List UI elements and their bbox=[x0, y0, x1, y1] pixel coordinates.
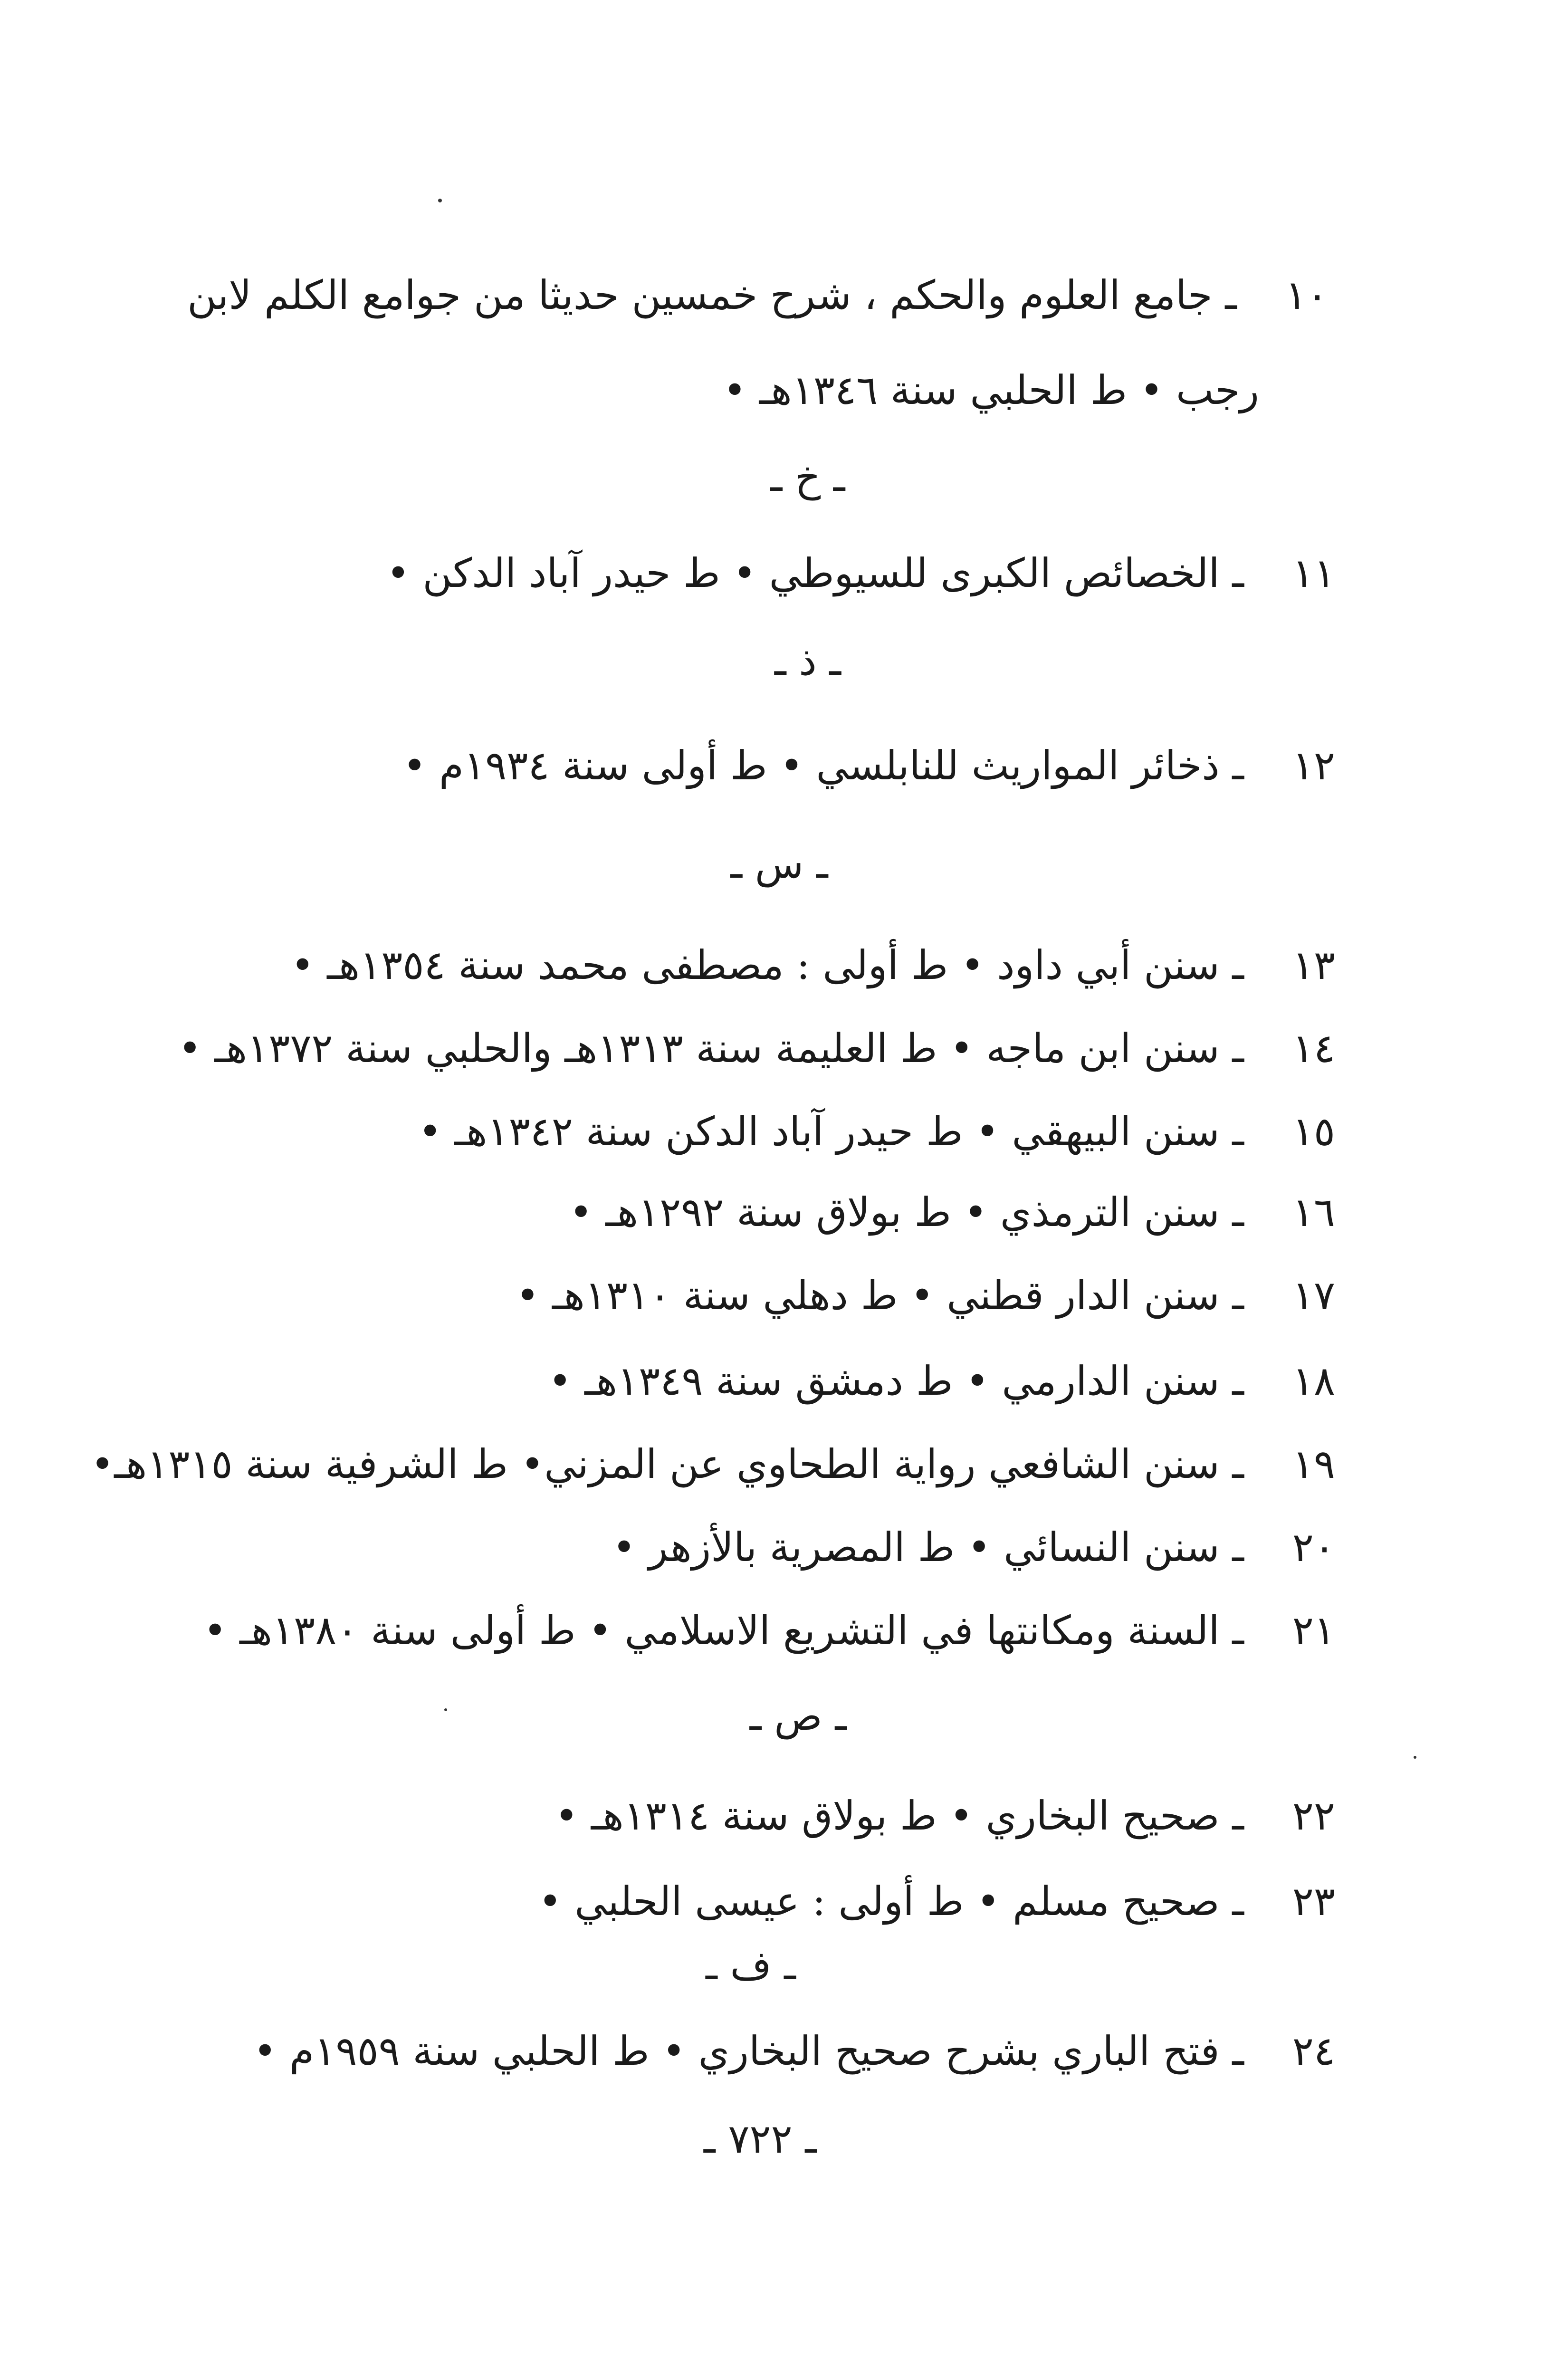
entry-text: ـ جامع العلوم والحكم ، شرح خمسين حديثا من جوامع الكلم لابن bbox=[187, 272, 1237, 318]
entry-text: ـ صحيح مسلم • ط أولى : عيسى الحلبي • bbox=[538, 1878, 1244, 1925]
entry-text: ـ الخصائص الكبرى للسيوطي • ط حيدر آباد الدكن • bbox=[386, 550, 1244, 596]
bibliography-entry bbox=[516, 1274, 1335, 1317]
bibliography-entry bbox=[291, 943, 1335, 987]
section-letter-sad: ـ ص ـ bbox=[749, 1693, 847, 1739]
bibliography-entry bbox=[253, 2029, 1335, 2073]
section-letter-sin: ـ س ـ bbox=[730, 841, 828, 887]
section-letter-kha: ـ خ ـ bbox=[770, 454, 845, 500]
bibliography-entry bbox=[386, 551, 1335, 595]
entry-number: ١١ bbox=[1292, 550, 1335, 596]
entry-number: ١٧ bbox=[1292, 1272, 1335, 1319]
entry-number: ١٥ bbox=[1292, 1108, 1335, 1155]
entry-number: ٢٣ bbox=[1292, 1878, 1335, 1925]
entry-text: ـ سنن أبي داود • ط أولى : مصطفى محمد سنة ١٣٥٤هـ • bbox=[291, 942, 1244, 988]
bibliography-entry bbox=[178, 1026, 1335, 1070]
bibliography-entry bbox=[548, 1359, 1335, 1403]
ink-speck bbox=[438, 199, 442, 202]
bibliography-entry bbox=[555, 1794, 1335, 1838]
entry-number: ١٣ bbox=[1292, 942, 1335, 988]
entry-continuation: رجب • ط الحلبي سنة ١٣٤٦هـ • bbox=[723, 367, 1259, 413]
entry-number: ٢٠ bbox=[1292, 1524, 1335, 1571]
entry-text: ـ سنن ابن ماجه • ط العليمة سنة ١٣١٣هـ والحلبي سنة ١٣٧٢هـ • bbox=[178, 1025, 1244, 1072]
ink-speck bbox=[444, 1708, 447, 1711]
entry-text: ـ سنن النسائي • ط المصرية بالأزهر • bbox=[612, 1524, 1244, 1571]
bibliography-entry bbox=[187, 273, 1328, 317]
bibliography-entry bbox=[418, 1110, 1335, 1153]
entry-text: ـ صحيح البخاري • ط بولاق سنة ١٣١٤هـ • bbox=[555, 1792, 1244, 1839]
entry-number: ١٨ bbox=[1292, 1358, 1335, 1404]
bibliography-entry bbox=[538, 1879, 1335, 1923]
entry-text: ـ سنن الدارمي • ط دمشق سنة ١٣٤٩هـ • bbox=[548, 1358, 1244, 1404]
ink-speck bbox=[1414, 1756, 1416, 1759]
bibliography-entry bbox=[203, 1609, 1335, 1652]
bibliography-entry bbox=[569, 1190, 1335, 1234]
section-letter-dhal: ـ ذ ـ bbox=[774, 638, 841, 684]
entry-text: ـ فتح الباري بشرح صحيح البخاري • ط الحلبي سنة ١٩٥٩م • bbox=[253, 2028, 1244, 2074]
page-number: ـ ٧٢٢ ـ bbox=[704, 2116, 817, 2162]
entry-number: ٢٢ bbox=[1292, 1792, 1335, 1839]
entry-text: ـ سنن الدار قطني • ط دهلي سنة ١٣١٠هـ • bbox=[516, 1272, 1244, 1319]
entry-number: ١٠ bbox=[1285, 272, 1328, 318]
entry-number: ١٤ bbox=[1292, 1025, 1335, 1072]
entry-number: ١٦ bbox=[1292, 1189, 1335, 1236]
entry-number: ١٩ bbox=[1292, 1441, 1335, 1487]
bibliography-entry bbox=[91, 1442, 1335, 1486]
section-letter-fa: ـ ف ـ bbox=[706, 1942, 796, 1989]
entry-number: ١٢ bbox=[1292, 742, 1335, 789]
entry-text: ـ سنن الترمذي • ط بولاق سنة ١٢٩٢هـ • bbox=[569, 1189, 1244, 1236]
bibliography-entry bbox=[612, 1525, 1335, 1569]
entry-text: ـ سنن البيهقي • ط حيدر آباد الدكن سنة ١٣٤٢هـ • bbox=[418, 1108, 1244, 1155]
bibliography-entry bbox=[403, 744, 1335, 787]
entry-text: ـ ذخائر المواريث للنابلسي • ط أولى سنة ١٩٣٤م • bbox=[402, 742, 1244, 789]
entry-number: ٢١ bbox=[1292, 1607, 1335, 1654]
entry-text: ـ السنة ومكانتها في التشريع الاسلامي • ط أولى سنة ١٣٨٠هـ • bbox=[203, 1607, 1244, 1654]
entry-number: ٢٤ bbox=[1292, 2028, 1335, 2074]
entry-text: ـ سنن الشافعي رواية الطحاوي عن المزني• ط الشرفية سنة ١٣١٥هـ• bbox=[90, 1441, 1244, 1487]
